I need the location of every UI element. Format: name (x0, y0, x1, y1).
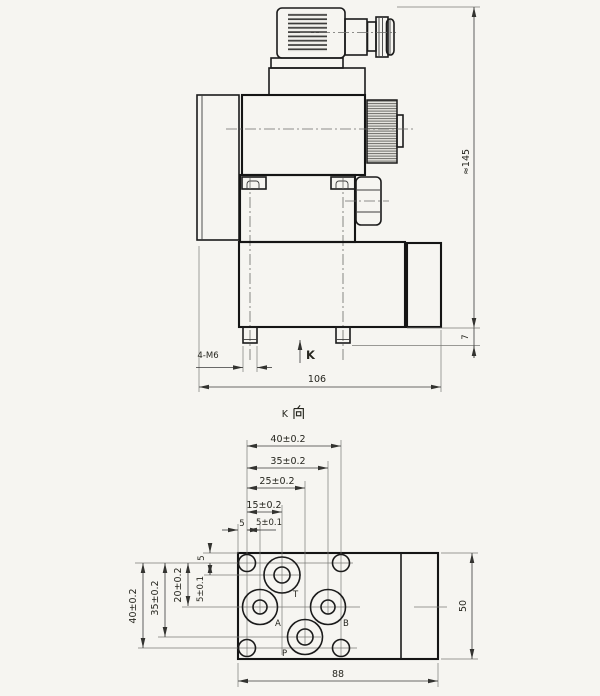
dim-label: 35±0.2 (270, 456, 306, 467)
dim-label: 5±0.1 (196, 575, 206, 603)
bracket-plate (197, 95, 239, 240)
valve-body-upper (240, 175, 355, 242)
dim-label: 5±0.1 (255, 518, 283, 528)
plate-outline (238, 553, 438, 659)
solenoid-coil (226, 58, 414, 175)
dim-plate-height (441, 553, 478, 659)
dim-stud-length (352, 328, 480, 358)
dim-stack-top (222, 434, 341, 530)
xiang-direction-glyph-icon (294, 405, 303, 419)
dim-label-height: ≈145 (461, 148, 472, 176)
dim-label: 15±0.2 (246, 500, 282, 511)
dim-label: 88 (331, 669, 345, 680)
mounting-bracket (197, 95, 239, 240)
dim-label-thread: 4-M6 (197, 351, 219, 361)
view-arrow-label: K (306, 348, 315, 362)
port-b-label: B (343, 619, 349, 629)
port-a-label: A (275, 619, 281, 629)
dim-label: 40±0.2 (128, 588, 139, 624)
view-title (282, 405, 304, 420)
din-connector (277, 8, 367, 58)
dim-label: 50 (458, 599, 469, 613)
dim-label: 25±0.2 (259, 476, 295, 487)
port-p-label: P (282, 649, 288, 659)
dim-label: 35±0.2 (150, 580, 161, 616)
dim-overall-height (397, 7, 480, 328)
knurled-nut (367, 100, 397, 163)
subplate-face (238, 553, 438, 659)
coil-top (269, 68, 365, 95)
dim-label-width: 106 (307, 374, 327, 385)
connector-neck (345, 19, 367, 55)
gland-ring (368, 22, 377, 51)
dim-plate-width (238, 663, 438, 687)
dim-label: 20±0.2 (173, 567, 184, 603)
side-view (196, 7, 480, 392)
dim-label: 40±0.2 (270, 434, 306, 445)
port-t-label: T (293, 590, 299, 600)
valve-body-lower (239, 242, 405, 327)
connector-flange (271, 58, 343, 68)
dim-mounting-thread (196, 346, 272, 372)
view-direction-arrow (300, 340, 316, 363)
clamp-tab-left (242, 177, 266, 189)
view-title-k: K (281, 409, 288, 420)
dim-label: 5 (197, 555, 207, 561)
subplate-edge (407, 243, 441, 327)
coil-body (242, 95, 365, 175)
dim-label-stud: 7 (461, 334, 471, 340)
dim-label: 5 (239, 519, 245, 529)
dim-stack-left (128, 544, 210, 648)
bolt-holes (239, 555, 350, 657)
bottom-view (128, 405, 478, 687)
valve-body (239, 175, 441, 360)
knurled-nut-cap (397, 115, 403, 147)
